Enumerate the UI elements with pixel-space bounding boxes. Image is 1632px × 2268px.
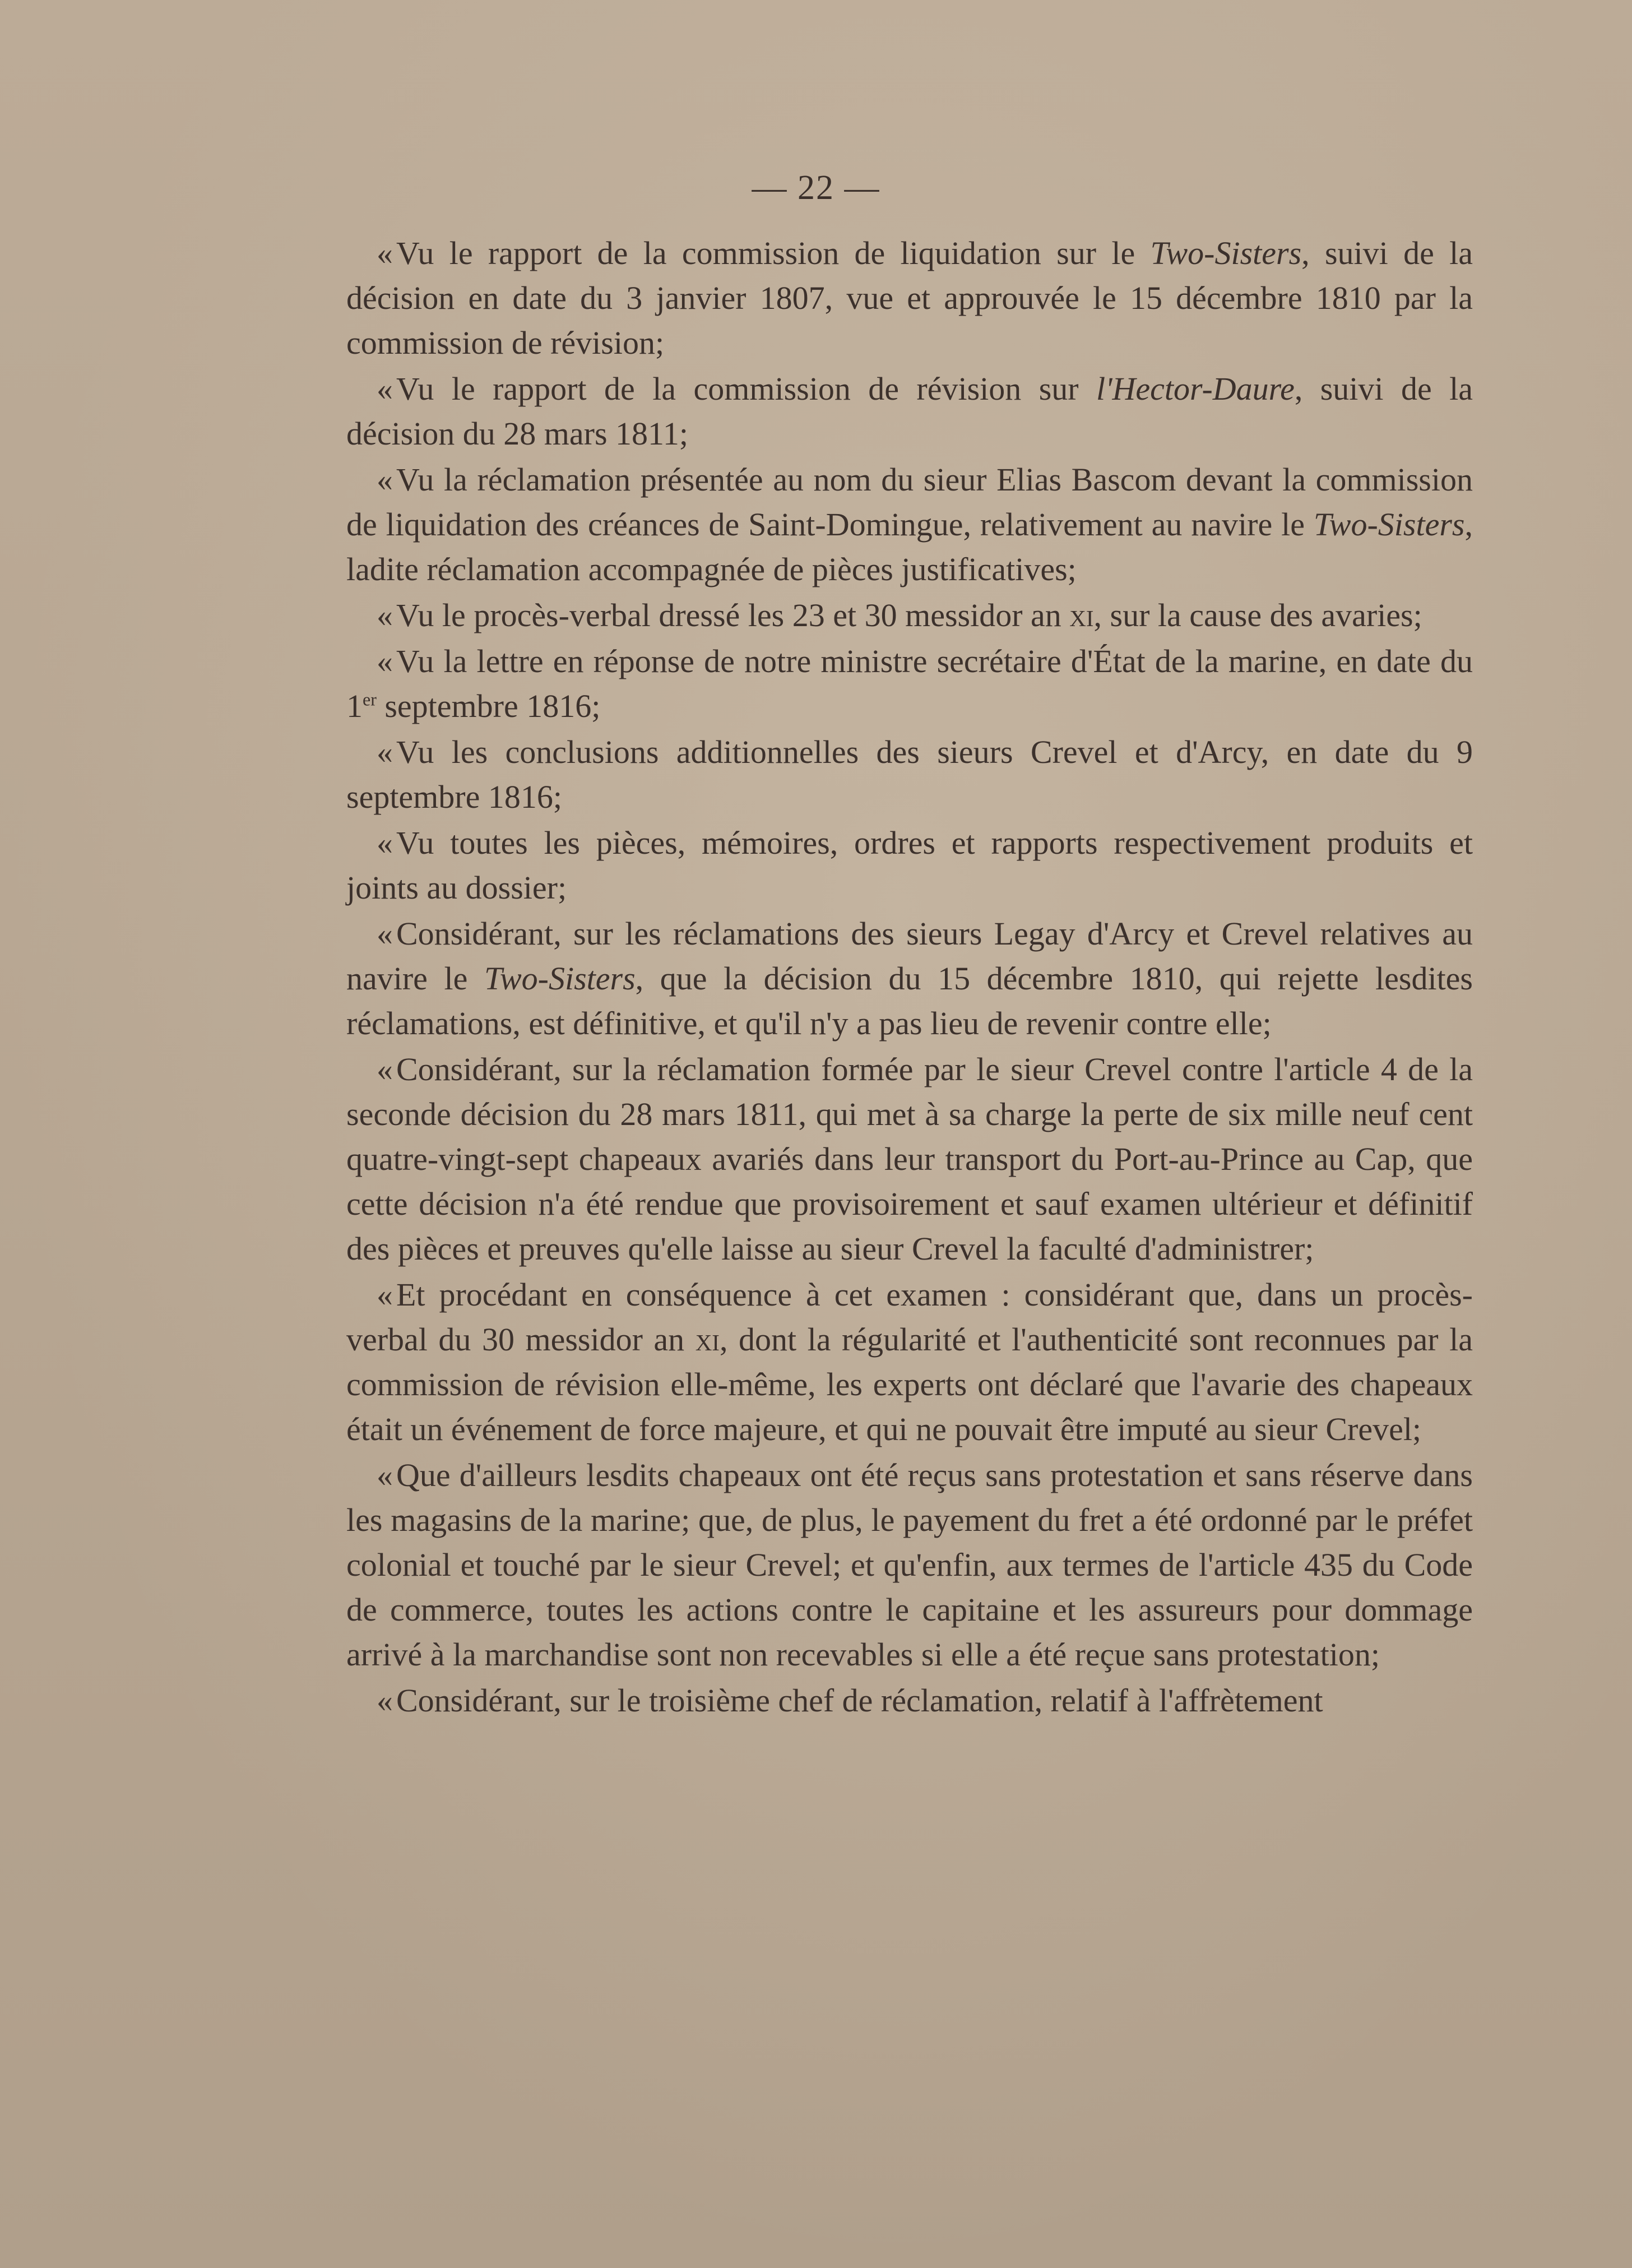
italic-text: Two-Sisters bbox=[1150, 235, 1302, 271]
paragraph-text: , suivi de la décision du 28 mars 1811; bbox=[346, 371, 1473, 452]
opening-quote: « bbox=[377, 235, 393, 271]
paragraph-text: , que la décision du 15 décembre 1810, qui rejette lesdites réclamations, est définitive, et qu'il n'y a pas lieu de revenir contre elle; bbox=[346, 960, 1473, 1042]
opening-quote: « bbox=[377, 825, 393, 861]
paragraph-text: Vu toutes les pièces, mémoires, ordres et rapports respectivement produits et joints au dossier; bbox=[346, 825, 1473, 906]
opening-quote: « bbox=[377, 371, 393, 407]
paragraph bbox=[346, 457, 1473, 592]
paragraph-text: Vu le rapport de la commission de révision sur bbox=[396, 371, 1097, 407]
paragraph-text: septembre 1816; bbox=[376, 688, 601, 724]
opening-quote: « bbox=[377, 643, 393, 679]
opening-quote: « bbox=[377, 461, 393, 498]
paragraph-text: , dont la régularité et l'authenticité sont reconnues par la commission de révision elle-même, les experts ont déclaré que l'avarie des chapeaux était un événement de force majeure, et qui ne pouvait être imputé au sieur Crevel; bbox=[346, 1321, 1473, 1447]
opening-quote: « bbox=[377, 597, 393, 633]
paragraph bbox=[346, 1678, 1473, 1723]
italic-text: Two-Sisters bbox=[1313, 506, 1465, 543]
paragraph-text: , ladite réclamation accompagnée de pièces justificatives; bbox=[346, 506, 1473, 587]
page-number: — 22 — bbox=[752, 169, 880, 207]
paragraph-text: Que d'ailleurs lesdits chapeaux ont été reçus sans protestation et sans réserve dans les magasins de la marine; que, de plus, le payement du fret a été ordonné par le préfet colonial et touché par le sieur Crevel; et qu'enfin, aux termes de l'article 435 du Code de commerce, toutes les actions contre le capitaine et les assureurs pour dommage arrivé à la marchandise sont non recevables si elle a été reçue sans protestation; bbox=[346, 1457, 1473, 1673]
paragraph-text: Vu le procès-verbal dressé les 23 et 30 messidor an bbox=[396, 597, 1070, 633]
paragraph bbox=[346, 1272, 1473, 1452]
paragraph bbox=[346, 821, 1473, 910]
paragraph bbox=[346, 1047, 1473, 1271]
paragraph-text: Considérant, sur le troisième chef de réclamation, relatif à l'affrètement bbox=[396, 1682, 1323, 1719]
paragraph-text: xi bbox=[1069, 597, 1094, 633]
opening-quote: « bbox=[377, 1457, 393, 1493]
paragraph-text: Considérant, sur la réclamation formée par le sieur Crevel contre l'article 4 de la seconde décision du 28 mars 1811, qui met à sa charge la perte de six mille neuf cent quatre-vingt-sept chapeaux avariés dans leur transport du Port-au-Prince au Cap, que cette décision n'a été rendue que provisoirement et sauf examen ultérieur et définitif des pièces et preuves qu'elle laisse au sieur Crevel la faculté d'administrer; bbox=[346, 1051, 1473, 1267]
paragraph bbox=[346, 231, 1473, 365]
paragraph-text: , sur la cause des avaries; bbox=[1093, 597, 1422, 633]
italic-text: l'Hector-Daure bbox=[1096, 371, 1295, 407]
opening-quote: « bbox=[377, 915, 393, 952]
paragraph bbox=[346, 639, 1473, 729]
document-body bbox=[346, 231, 1473, 1724]
opening-quote: « bbox=[377, 1051, 393, 1087]
paragraph-text: Vu le rapport de la commission de liquidation sur le bbox=[396, 235, 1151, 271]
paragraph bbox=[346, 367, 1473, 456]
paragraph-text: , suivi de la décision en date du 3 janvier 1807, vue et approuvée le 15 décembre 1810 par la commission de révision; bbox=[346, 235, 1473, 361]
italic-text: Two-Sisters bbox=[484, 960, 636, 997]
paragraph bbox=[346, 911, 1473, 1046]
paragraph-text: xi bbox=[695, 1321, 720, 1358]
paragraph bbox=[346, 593, 1473, 638]
paragraph-text: Vu la réclamation présentée au nom du sieur Elias Bascom devant la commission de liquidation des créances de Saint-Domingue, relativement au navire le bbox=[346, 461, 1473, 543]
superscript-text: er bbox=[363, 689, 377, 710]
opening-quote: « bbox=[377, 1276, 393, 1313]
paragraph-text: Et procédant en conséquence à cet examen : considérant que, dans un procès-verbal du 30 messidor an bbox=[346, 1276, 1473, 1358]
paragraph-text: Vu les conclusions additionnelles des sieurs Crevel et d'Arcy, en date du 9 septembre 1816; bbox=[346, 734, 1473, 815]
paragraph-text: Considérant, sur les réclamations des sieurs Legay d'Arcy et Crevel relatives au navire le bbox=[346, 915, 1473, 997]
paragraph-text: Vu la lettre en réponse de notre ministre secrétaire d'État de la marine, en date du 1 bbox=[346, 643, 1473, 724]
opening-quote: « bbox=[377, 1682, 393, 1719]
paragraph bbox=[346, 1453, 1473, 1677]
paragraph bbox=[346, 730, 1473, 820]
opening-quote: « bbox=[377, 734, 393, 770]
